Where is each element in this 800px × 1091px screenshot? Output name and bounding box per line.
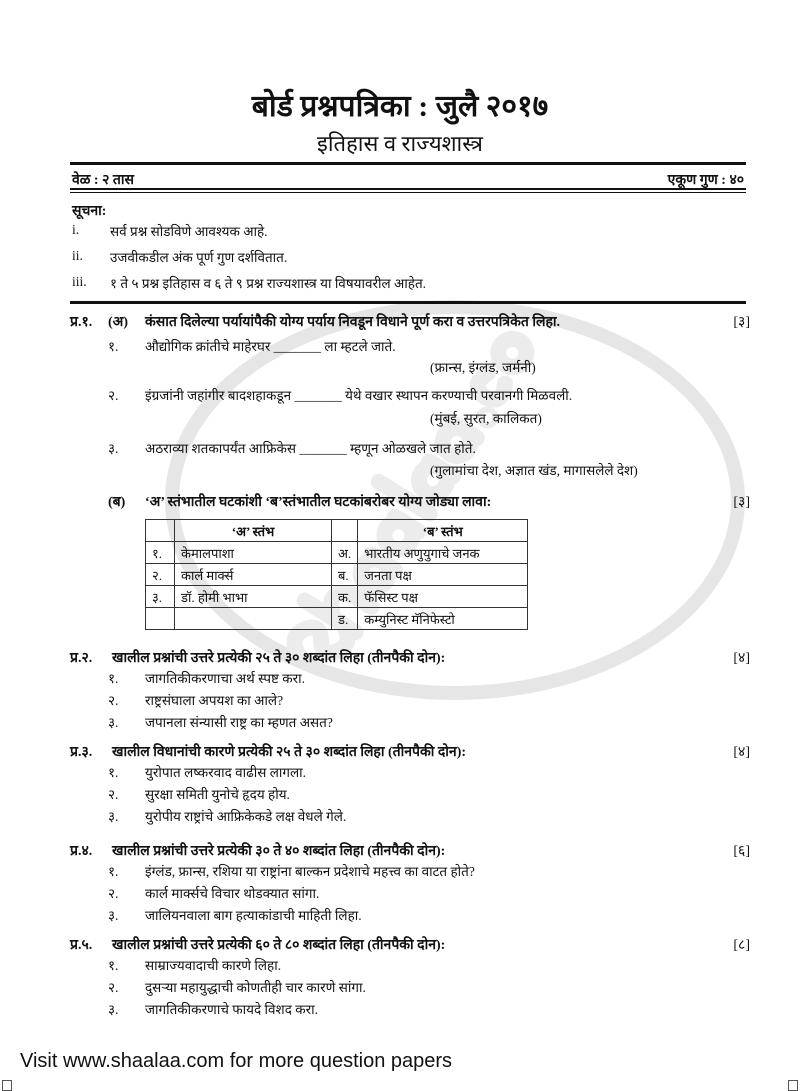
part-label: (ब) (108, 495, 126, 510)
cell: कार्ल मार्क्स (175, 564, 332, 586)
item-num: १. (108, 864, 119, 879)
table-row (146, 564, 528, 586)
instruction-text: उजवीकडील अंक पूर्ण गुण दर्शवितात. (110, 250, 288, 265)
corner-mark (788, 1080, 798, 1091)
table-header: ‘अ’ स्तंभ (175, 520, 332, 542)
cell (146, 608, 175, 630)
table-header (332, 520, 358, 542)
item-num: १. (108, 339, 119, 354)
item-text: राष्ट्रसंघाला अपयश का आले? (145, 693, 284, 708)
question-text: ‘अ’ स्तंभातील घटकांशी ‘ब’स्तंभातील घटकांबरोबर योग्य जोड्या लावा: (145, 495, 492, 510)
item-num: ३. (108, 908, 119, 923)
item-text: युरोपीय राष्ट्रांचे आफ्रिकेकडे लक्ष वेधले गेले. (145, 809, 347, 824)
question-number: प्र.५. (70, 938, 93, 953)
table-header: ‘ब’ स्तंभ (358, 520, 528, 542)
item-text: कार्ल मार्क्सचे विचार थोडक्यात सांगा. (145, 886, 320, 901)
subject-title: इतिहास व राज्यशास्त्र (317, 131, 483, 156)
marks: [३] (733, 315, 750, 330)
item-text: इंग्लंड, फ्रान्स, रशिया या राष्ट्रांना बाल्कन प्रदेशाचे महत्त्व का वाटत होते? (145, 864, 475, 879)
item-text: जालियनवाला बाग हत्याकांडाची माहिती लिहा. (145, 908, 362, 923)
cell: फॅसिस्ट पक्ष (358, 586, 528, 608)
instructions-heading: सूचना: (72, 204, 107, 219)
question-number: प्र.१. (70, 315, 93, 330)
question-number: प्र.४. (70, 844, 93, 859)
item-options: (फ्रान्स, इंग्लंड, जर्मनी) (430, 360, 536, 375)
cell: ड. (332, 608, 358, 630)
total-marks: एकूण गुण : ४० (667, 173, 744, 188)
item-text: औद्योगिक क्रांतीचे माहेरघर _______ ला म्हटले जाते. (145, 339, 396, 354)
cell: ३. (146, 586, 175, 608)
item-num: ३. (108, 809, 119, 824)
match-table (145, 519, 528, 630)
cell: ब. (332, 564, 358, 586)
divider (70, 301, 746, 304)
item-num: १. (108, 671, 119, 686)
corner-mark (2, 1080, 12, 1091)
cell (175, 608, 332, 630)
table-row (146, 608, 528, 630)
table-row (146, 586, 528, 608)
item-num: ३. (108, 715, 119, 730)
item-num: २. (108, 980, 119, 995)
question-text: खालील प्रश्नांची उत्तरे प्रत्येकी ६० ते ८० शब्दांत लिहा (तीनपैकी दोन): (112, 938, 446, 953)
item-num: २. (108, 886, 119, 901)
instruction-text: १ ते ५ प्रश्न इतिहास व ६ ते ९ प्रश्न राज्यशास्त्र या विषयावरील आहेत. (110, 276, 427, 291)
item-text: इंग्रजांनी जहांगीर बादशहाकडून _______ येथे वखार स्थापन करण्याची परवानगी मिळवली. (145, 388, 573, 403)
cell: क. (332, 586, 358, 608)
marks: [६] (733, 844, 750, 859)
question-number: प्र.३. (70, 745, 93, 760)
question-text: कंसात दिलेल्या पर्यायांपैकी योग्य पर्याय निवडून विधाने पूर्ण करा व उत्तरपत्रिकेत लिहा. (145, 315, 561, 330)
cell: भारतीय अणुयुगाचे जनक (358, 542, 528, 564)
item-text: अठराव्या शतकापर्यंत आफ्रिकेस _______ म्हणून ओळखले जात होते. (145, 441, 476, 456)
time-label: वेळ : २ तास (72, 173, 134, 188)
table-row (146, 542, 528, 564)
marks: [३] (733, 495, 750, 510)
item-options: (मुंबई, सुरत, कालिकत) (430, 411, 542, 426)
question-number: प्र.२. (70, 651, 93, 666)
marks: [४] (733, 745, 750, 760)
divider (70, 188, 746, 190)
item-text: युरोपात लष्करवाद वाढीस लागला. (145, 765, 307, 780)
question-text: खालील विधानांची कारणे प्रत्येकी २५ ते ३० शब्दांत लिहा (तीनपैकी दोन): (112, 745, 467, 760)
item-num: २. (108, 693, 119, 708)
item-text: दुसऱ्या महायुद्धाची कोणतीही चार कारणे सांगा. (145, 980, 366, 995)
item-text: जागतिकीकरणाचे फायदे विशद करा. (145, 1002, 319, 1017)
page-title: बोर्ड प्रश्नपत्रिका : जुलै २०१७ (251, 90, 549, 123)
item-options: (गुलामांचा देश, अज्ञात खंड, मागासलेले देश) (430, 463, 638, 478)
question-text: खालील प्रश्नांची उत्तरे प्रत्येकी २५ ते ३० शब्दांत लिहा (तीनपैकी दोन): (112, 651, 446, 666)
item-num: १. (108, 958, 119, 973)
instruction-text: सर्व प्रश्न सोडविणे आवश्यक आहे. (110, 224, 268, 239)
footer-link-text: Visit www.shaalaa.com for more question papers (20, 1050, 453, 1072)
instruction-num: ii. (72, 248, 83, 263)
item-num: १. (108, 765, 119, 780)
divider (70, 162, 746, 165)
question-text: खालील प्रश्नांची उत्तरे प्रत्येकी ३० ते ४० शब्दांत लिहा (तीनपैकी दोन): (112, 844, 446, 859)
item-num: ३. (108, 441, 119, 456)
cell: डॉ. होमी भाभा (175, 586, 332, 608)
instruction-num: i. (72, 222, 80, 237)
item-num: ३. (108, 1002, 119, 1017)
item-text: सुरक्षा समिती युनोचे हृदय होय. (145, 787, 290, 802)
cell: जनता पक्ष (358, 564, 528, 586)
item-text: साम्राज्यवादाची कारणे लिहा. (145, 958, 282, 973)
part-label: (अ) (108, 315, 129, 330)
table-header (146, 520, 175, 542)
item-text: जपानला संन्यासी राष्ट्र का म्हणत असत? (145, 715, 333, 730)
item-num: २. (108, 787, 119, 802)
instruction-num: iii. (72, 274, 87, 289)
cell: १. (146, 542, 175, 564)
item-text: जागतिकीकरणाचा अर्थ स्पष्ट करा. (145, 671, 306, 686)
cell: कम्युनिस्ट मॅनिफेस्टो (358, 608, 528, 630)
divider (70, 192, 746, 193)
marks: [४] (733, 651, 750, 666)
cell: केमालपाशा (175, 542, 332, 564)
marks: [८] (733, 938, 750, 953)
cell: २. (146, 564, 175, 586)
item-num: २. (108, 388, 119, 403)
cell: अ. (332, 542, 358, 564)
